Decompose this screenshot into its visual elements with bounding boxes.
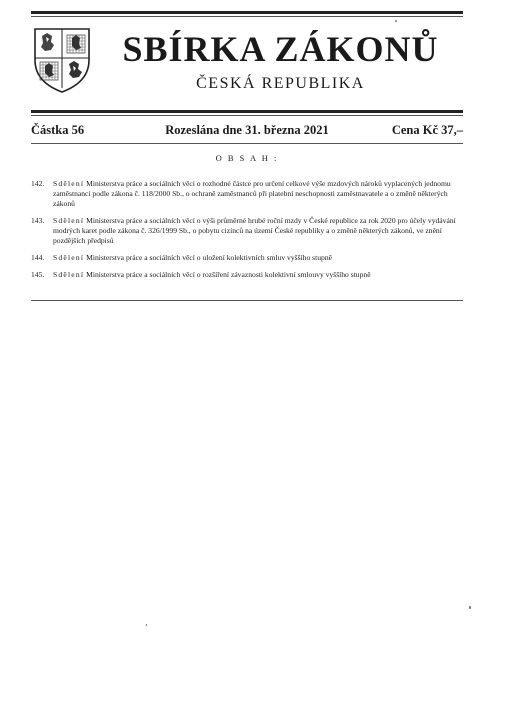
contents-list — [31, 179, 463, 287]
issue-number: Částka 56 — [31, 123, 85, 137]
scan-speck — [469, 606, 471, 609]
item-lead: Sdělení — [53, 216, 85, 225]
scan-speck — [395, 20, 397, 22]
issue-price: Cena Kč 37,– — [391, 123, 463, 137]
item-text: Ministerstva práce a sociálních věcí o výši průměrné hrubé roční mzdy v České republice za rok 2020 pro účely vydávání modrých karet podle zákona č. 326/1999 Sb., o pobytu cizinců na území České republiky a o změně některých zákonů, ve znění pozdějších předpisů — [53, 216, 456, 245]
list-item — [31, 179, 463, 209]
contents-heading: O B S A H : — [215, 153, 279, 163]
scan-speck — [146, 624, 147, 626]
issue-meta-row — [31, 121, 463, 139]
list-item — [31, 216, 463, 246]
contents-end-rule — [31, 300, 463, 301]
item-lead: Sdělení — [53, 270, 85, 279]
item-text: Ministerstva práce a sociálních věcí o uložení kolektivních smluv vyššího stupně — [84, 253, 332, 262]
publish-date: Rozeslána dne 31. března 2021 — [165, 123, 329, 137]
header-rule-thin — [31, 115, 463, 116]
item-text: Ministerstva práce a sociálních věcí o rozšíření závaznosti kolektivní smlouvy vyššího stupně — [84, 270, 371, 279]
top-rule-thick — [31, 11, 463, 14]
header-rule-thick — [31, 110, 463, 113]
item-number: 144. — [31, 253, 45, 262]
item-lead: Sdělení — [53, 179, 85, 188]
list-item — [31, 253, 463, 263]
item-number: 143. — [31, 216, 45, 225]
page-title: SBÍRKA ZÁKONŮ — [122, 29, 439, 69]
item-lead: Sdělení — [53, 253, 85, 262]
item-number: 142. — [31, 179, 45, 188]
item-text: Ministerstva práce a sociálních věcí o rozhodné částce pro určení celkové výše mzdových nároků vyplacených jednomu zaměstnanci podle zákona č. 118/2000 Sb., o ochraně zaměstnanců při platební neschopnosti zaměstnavatele a o změně některých zákonů — [53, 179, 451, 208]
page-subtitle: ČESKÁ REPUBLIKA — [196, 75, 365, 92]
meta-rule — [31, 143, 463, 144]
item-number: 145. — [31, 270, 45, 279]
list-item — [31, 270, 463, 280]
top-rule-thin — [31, 16, 463, 17]
coat-of-arms-icon — [31, 26, 93, 94]
